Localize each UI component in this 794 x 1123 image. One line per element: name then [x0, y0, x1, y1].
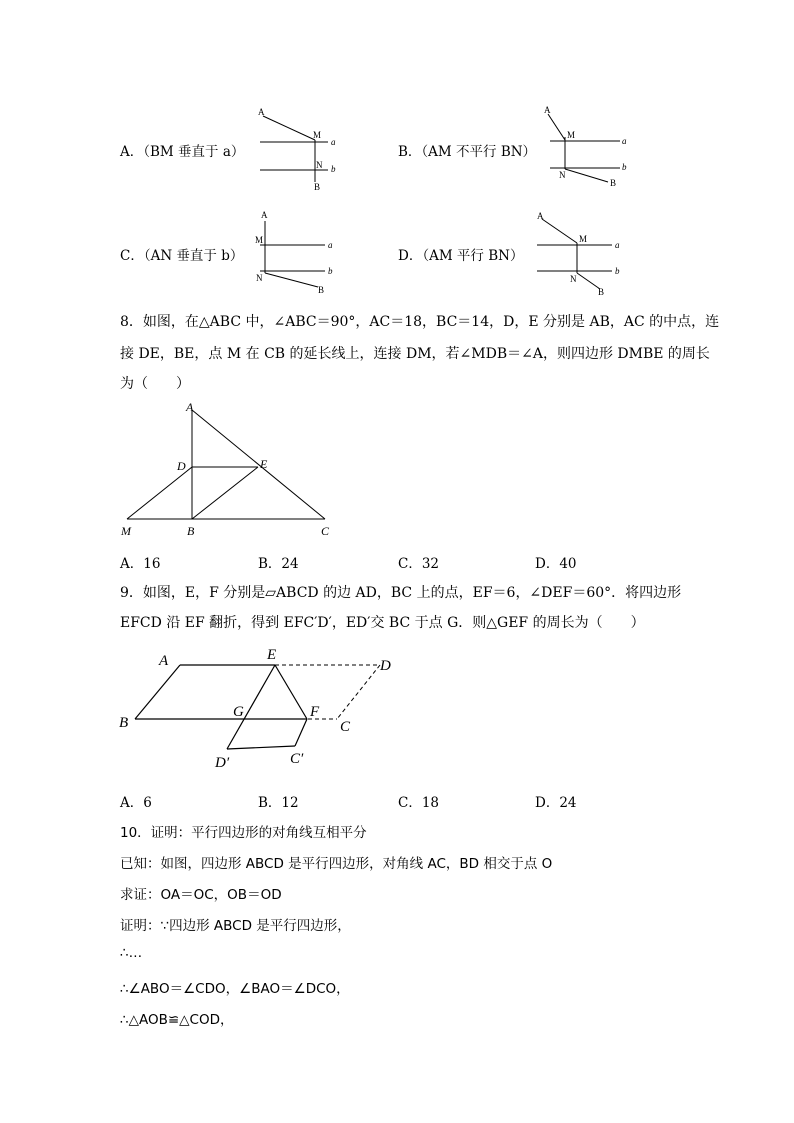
fig-c-label-n: N — [256, 273, 263, 283]
option-c-label: C．（AN 垂直于 b） — [120, 248, 244, 264]
q9-text-line2: EFCD 沿 EF 翻折，得到 EFC′D′，ED′交 BC 于点 G．则△GEF 的周长为（ ） — [120, 615, 645, 631]
fig-b-label-line-b: b — [622, 162, 627, 172]
q8-choice-b: B．24 — [258, 556, 299, 572]
option-b-label: B．（AM 不平行 BN） — [398, 144, 537, 160]
q8-label-d: D — [177, 459, 186, 473]
fig-a-label-n: N — [316, 160, 323, 170]
q9-choice-d: D．24 — [535, 795, 577, 811]
q8-label-m: M — [121, 524, 131, 538]
figure-q8-triangle — [115, 398, 345, 543]
q9-text-line1: 9．如图，E，F 分别是▱ABCD 的边 AD，BC 上的点，EF＝6，∠DEF＝60°．将四边形 — [120, 585, 682, 601]
q9-label-d-prime: D′ — [215, 755, 230, 771]
q10-text-line4: 证明：∵四边形 ABCD 是平行四边形， — [120, 918, 351, 934]
q9-label-g: G — [233, 704, 244, 720]
fig-d-label-line-a: a — [615, 240, 620, 250]
q10-text-line2: 已知：如图，四边形 ABCD 是平行四边形，对角线 AC，BD 相交于点 O — [120, 856, 553, 872]
q8-text-line1: 8．如图，在△ABC 中，∠ABC＝90°，AC＝18，BC＝14，D，E 分别是 AB，AC 的中点，连 — [120, 314, 720, 330]
fig-a-label-a: A — [258, 107, 265, 117]
fig-a-label-b: B — [314, 182, 321, 192]
fig-a-label-line-b: b — [331, 164, 336, 174]
q9-label-f: F — [310, 704, 320, 720]
fig-c-label-a: A — [261, 210, 268, 220]
q10-text-line6: ∴∠ABO＝∠CDO，∠BAO＝∠DCO， — [120, 981, 350, 997]
fig-d-label-n: N — [570, 274, 577, 284]
q10-text-line7: ∴△AOB≌△COD， — [120, 1012, 234, 1028]
fig-b-label-line-a: a — [622, 136, 627, 146]
q9-label-d: D — [380, 658, 391, 674]
q8-label-c: C — [321, 524, 330, 538]
fig-d-label-m: M — [579, 234, 588, 244]
q8-choice-c: C．32 — [398, 556, 440, 572]
fig-d-label-a: A — [537, 211, 544, 221]
q8-text-line2: 接 DE，BE，点 M 在 CB 的延长线上，连接 DM，若∠MDB＝∠A，则四边形 DMBE 的周长 — [120, 346, 710, 362]
fig-b-label-a: A — [544, 105, 551, 115]
figure-option-b — [538, 100, 638, 192]
q8-choice-d: D．40 — [535, 556, 577, 572]
q9-choice-c: C．18 — [398, 795, 440, 811]
q10-text-line5: ∴… — [120, 945, 143, 961]
q8-text-line3: 为（ ） — [120, 376, 190, 392]
fig-c-label-b: B — [318, 285, 325, 295]
fig-d-label-b: B — [598, 287, 605, 297]
q9-choice-a: A．6 — [120, 795, 152, 811]
option-a-label: A．（BM 垂直于 a） — [120, 144, 245, 160]
q9-label-c-prime: C′ — [290, 751, 304, 767]
figure-option-c — [250, 207, 350, 299]
q9-label-c: C — [340, 719, 351, 735]
option-d-label: D．（AM 平行 BN） — [398, 248, 524, 264]
q8-label-a: A — [186, 400, 194, 414]
q8-choice-a: A．16 — [120, 556, 161, 572]
fig-d-label-line-b: b — [615, 266, 620, 276]
q9-choice-b: B．12 — [258, 795, 299, 811]
q8-label-b: B — [187, 524, 195, 538]
fig-a-label-line-a: a — [331, 137, 336, 147]
fig-a-label-m: M — [313, 130, 322, 140]
fig-b-label-b: B — [610, 178, 617, 188]
q9-label-e: E — [267, 647, 277, 663]
fig-c-label-line-b: b — [328, 266, 333, 276]
q10-text-line1: 10．证明：平行四边形的对角线互相平分 — [120, 825, 367, 841]
q10-text-line3: 求证：OA＝OC，OB＝OD — [120, 887, 282, 903]
fig-b-label-n: N — [559, 170, 566, 180]
q9-label-a: A — [159, 653, 169, 669]
q8-label-e: E — [260, 457, 268, 471]
figure-q9-parallelogram — [115, 642, 405, 777]
figure-option-d — [532, 207, 632, 299]
fig-c-label-m: M — [255, 235, 264, 245]
fig-c-label-line-a: a — [328, 240, 333, 250]
fig-b-label-m: M — [567, 130, 576, 140]
q9-label-b: B — [119, 715, 129, 731]
figure-option-a — [255, 102, 355, 194]
